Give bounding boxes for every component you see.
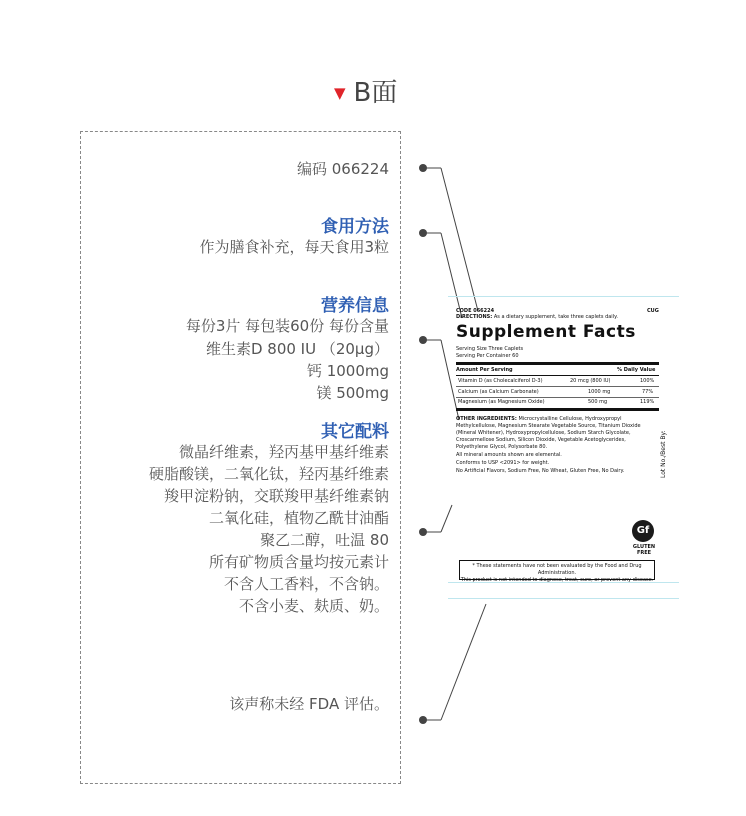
label-code: CODE 066224 [456, 308, 495, 314]
nutrition-line: 钙 1000mg [306, 362, 389, 380]
nutrition-line: 维生素D 800 IU （20μg） [205, 340, 389, 358]
rule [456, 375, 659, 376]
pointer-dot [419, 336, 427, 344]
other-line: 微晶纤维素，羟丙基甲基纤维素 [178, 443, 389, 461]
nutrition-line: 镁 500mg [316, 384, 389, 402]
fact-row-amount: 1000 mg [588, 389, 611, 395]
other-line: 所有矿物质含量均按元素计 [208, 553, 389, 571]
col-amount: Amount Per Serving [456, 367, 513, 373]
lot-number: Lot No./Best By: [660, 430, 667, 478]
other-ingredients [456, 416, 622, 423]
usage-heading: 食用方法 [321, 217, 389, 237]
fda-note: 该声称未经 FDA 评估。 [229, 695, 389, 713]
fact-row-dv: 77% [642, 389, 654, 395]
other-ingredients-line: Microcrystalline Cellulose, Hydroxypropyl [518, 416, 622, 422]
other-line: 硬脂酸镁，二氧化钛，羟丙基纤维素 [148, 465, 389, 483]
side-title-text: B面 [353, 78, 398, 108]
other-ingredients-line: Croscarmellose Sodium, Silicon Dioxide, Vegetable Acetoglycerides, [456, 437, 626, 443]
pointer-dot [419, 716, 427, 724]
other-line: 聚乙二醇，吐温 80 [260, 531, 389, 549]
other-ingredients-line: Polyethylene Glycol, Polysorbate 80. [456, 444, 548, 450]
directions-text: As a dietary supplement, take three caplets daily. [493, 314, 618, 320]
row-rule [456, 397, 659, 398]
other-line: 羧甲淀粉钠，交联羧甲基纤维素钠 [163, 487, 389, 505]
nutrition-heading: 营养信息 [321, 296, 389, 316]
other-ingredients-label: OTHER INGREDIENTS: [456, 416, 517, 422]
other-heading: 其它配料 [321, 422, 389, 442]
nutrition-line: 每份3片 每包装60份 每份含量 [185, 317, 389, 335]
gluten-free-caption-line: FREE [636, 550, 652, 556]
gluten-free-caption-line: GLUTEN [632, 544, 656, 550]
pointer-dot [419, 164, 427, 172]
col-dv: % Daily Value [617, 367, 656, 373]
fact-row-dv: 100% [640, 378, 655, 384]
fda-disclaimer-line: * These statements have not been evaluated by the Food and Drug Administration. [472, 563, 642, 576]
fact-row-name: Magnesium (as Magnesium Oxide) [458, 399, 545, 405]
pointer-dot [419, 528, 427, 536]
fda-disclaimer-box [459, 560, 655, 583]
fact-row-name: Vitamin D (as Cholecalciferol D-3) [458, 378, 543, 384]
thick-rule [456, 408, 659, 411]
usage-text: 作为膳食补充，每天食用3粒 [199, 238, 389, 256]
thick-rule [456, 362, 659, 365]
code-text: 编码 066224 [296, 160, 389, 178]
gluten-free-logo-icon: Gf [632, 520, 654, 542]
other-ingredients-line: No Artificial Flavors, Sodium Free, No Wheat, Gluten Free, No Dairy. [456, 468, 625, 474]
other-line: 二氧化硅，植物乙酰甘油酯 [208, 509, 389, 527]
fact-row-amount: 500 mg [588, 399, 608, 405]
row-rule [456, 386, 659, 387]
other-ingredients-line: Conforms to USP <2091> for weight. [456, 460, 550, 466]
serving-size: Serving Size Three Caplets [456, 346, 524, 352]
other-line: 不含小麦、麸质、奶。 [238, 597, 389, 615]
fact-row-amount: 20 mcg (800 IU) [570, 378, 611, 384]
other-ingredients-line: Methylcellulose, Magnesium Stearate Vegetable Source, Titanium Dioxide [456, 423, 641, 429]
triangle-marker-icon: ▼ [334, 84, 346, 102]
guide-bar [448, 296, 679, 297]
label-directions [456, 314, 618, 321]
guide-bar [448, 598, 679, 599]
other-line: 不含人工香料，不含钠。 [223, 575, 389, 593]
gluten-free-caption [629, 544, 659, 556]
pointer-dot [419, 229, 427, 237]
servings-per-container: Serving Per Container 60 [456, 353, 519, 359]
fact-row-dv: 119% [640, 399, 655, 405]
other-ingredients-line: (Mineral Whitener), Hydroxypropylcellulose, Sodium Starch Glycolate, [456, 430, 631, 436]
label-cug: CUG [647, 308, 659, 314]
supplement-facts-title: Supplement Facts [456, 322, 636, 342]
directions-label: DIRECTIONS: [456, 314, 493, 320]
fda-disclaimer-line: This product is not intended to diagnose, treat, cure, or prevent any disease. [460, 577, 654, 583]
supplement-label [448, 298, 677, 598]
other-ingredients-line: All mineral amounts shown are elemental. [456, 452, 562, 458]
fact-row-name: Calcium (as Calcium Carbonate) [458, 389, 539, 395]
